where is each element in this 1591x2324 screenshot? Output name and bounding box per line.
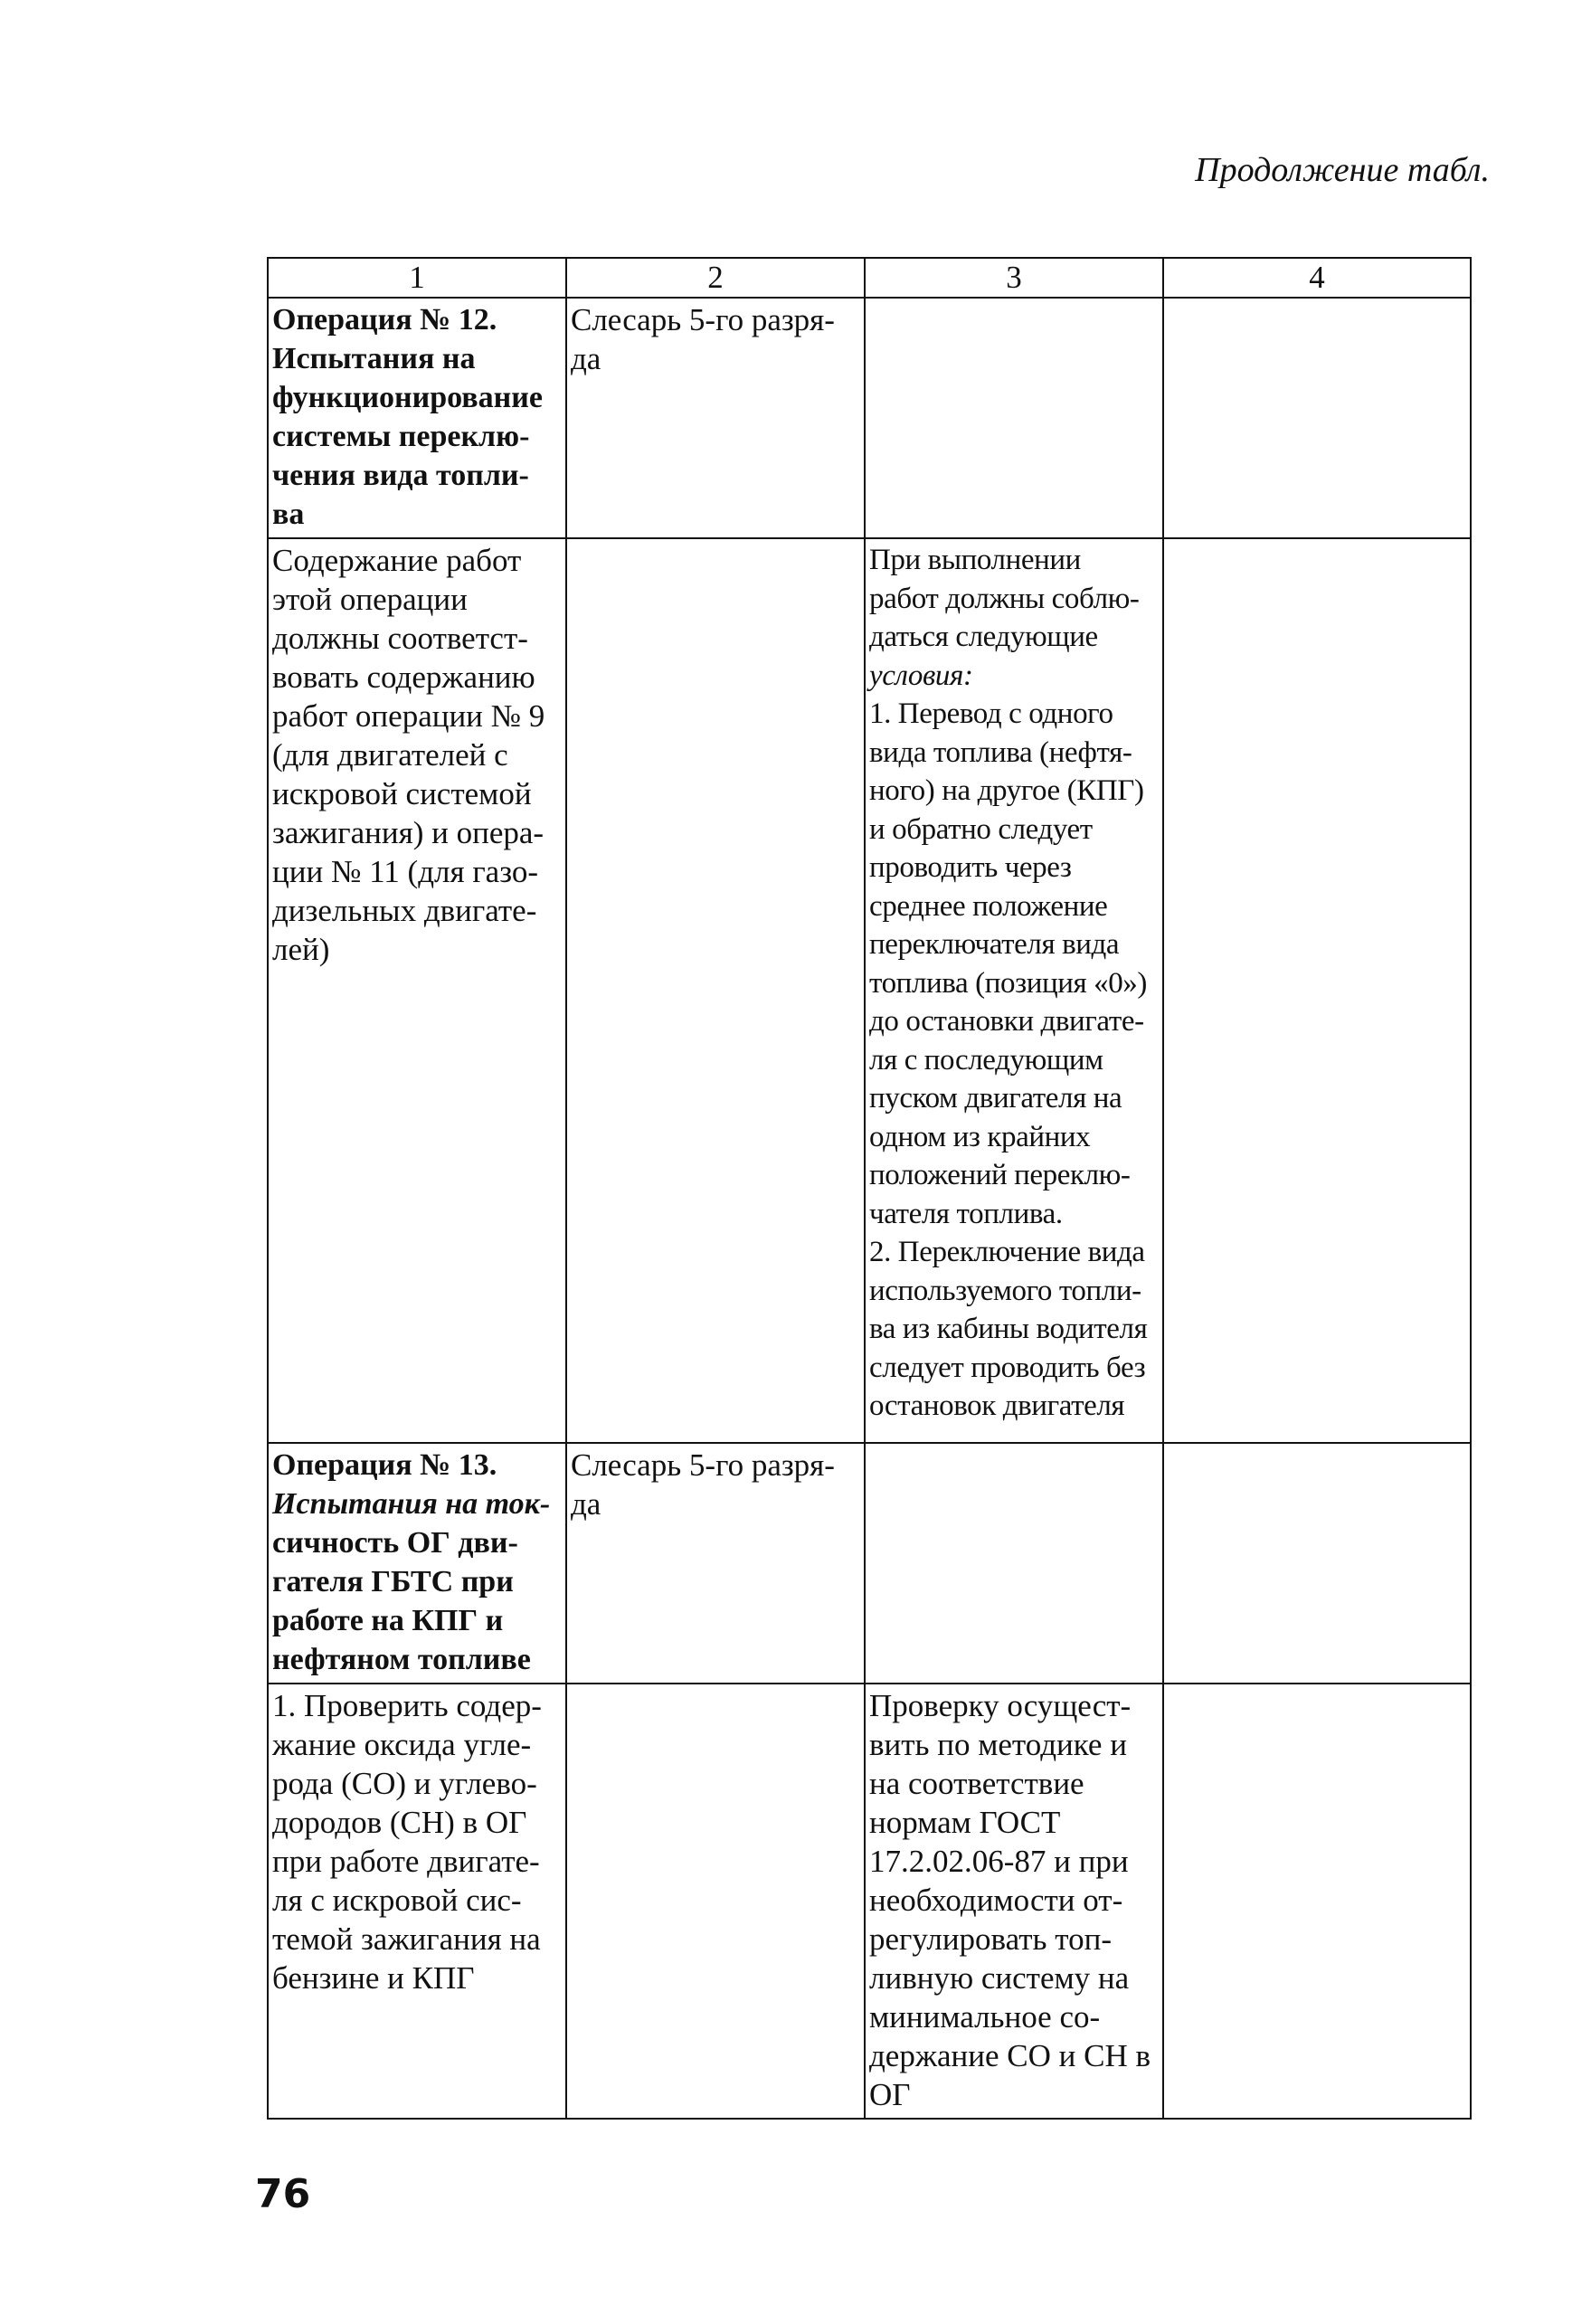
column-number-3: 3 <box>865 258 1163 298</box>
cell-line: функционирование <box>272 381 543 414</box>
cell-line: среднее положение <box>869 889 1108 923</box>
cell-line: Проверку осущест- <box>869 1688 1132 1723</box>
operation-13-step-1-notes <box>1163 1684 1471 2119</box>
cell-line: при работе двигате- <box>272 1844 540 1879</box>
cell-line: бензине и КПГ <box>272 1960 475 1996</box>
cell-line: 2. Переключение вида <box>869 1236 1145 1268</box>
operation-12-notes <box>1163 298 1471 538</box>
cell-line: вить по методике и <box>869 1727 1127 1762</box>
cell-line: нефтяном топливе <box>272 1643 531 1676</box>
cell-line: жание оксида угле- <box>272 1727 532 1762</box>
cell-line: даться следующие <box>869 621 1098 653</box>
cell-line: держание СО и СН в <box>869 2038 1151 2073</box>
cell-line: дизельных двигате- <box>272 893 537 928</box>
work-operations-table <box>267 257 1472 2120</box>
operation-13-performer <box>566 1443 865 1684</box>
cell-line: чения вида топли- <box>272 459 529 492</box>
operation-13-title <box>268 1443 566 1684</box>
operation-13-step-1 <box>268 1684 566 2119</box>
cell-line: необходимости от- <box>869 1883 1123 1918</box>
cell-line: 1. Проверить содер- <box>272 1688 542 1723</box>
cell-line: минимальное со- <box>869 1999 1101 2035</box>
cell-line: ля с искровой сис- <box>272 1883 522 1918</box>
cell-line: остановок двигателя <box>869 1390 1125 1422</box>
cell-line: этой операции <box>272 582 468 617</box>
table-row-operation-12 <box>268 298 1471 538</box>
cell-line: ции № 11 (для газо- <box>272 854 538 889</box>
cell-line: нормам ГОСТ <box>869 1805 1061 1840</box>
cell-line: вида топлива (нефтя- <box>869 735 1132 769</box>
cell-line: чателя топлива. <box>869 1197 1063 1230</box>
cell-line: зажигания) и опера- <box>272 815 545 850</box>
cell-line: ля с последующим <box>869 1043 1103 1077</box>
operation-13-notes <box>1163 1443 1471 1684</box>
cell-line: Испытания на ток- <box>272 1487 551 1521</box>
cell-line: дородов (СН) в ОГ <box>272 1805 527 1840</box>
cell-line: Содержание работ <box>272 543 522 578</box>
cell-line: ва <box>272 498 305 531</box>
cell-line: да <box>571 1486 601 1522</box>
cell-line: переключателя вида <box>869 928 1120 961</box>
cell-line: на соответствие <box>869 1766 1084 1801</box>
cell-line: гателя ГБТС при <box>272 1565 514 1598</box>
cell-line: работ операции № 9 <box>272 698 545 734</box>
cell-line: Слесарь 5-го разря- <box>571 302 835 337</box>
table-row-operation-12-content <box>268 538 1471 1443</box>
cell-line: темой зажигания на <box>272 1921 541 1957</box>
continuation-note: Продолжение табл. <box>1195 151 1490 189</box>
cell-line: ливную систему на <box>869 1960 1130 1996</box>
operation-12-conditions <box>865 298 1163 538</box>
cell-line: лей) <box>272 932 330 967</box>
cell-line: 1. Перевод с одного <box>869 697 1113 730</box>
operation-13-step-1-conditions <box>865 1684 1163 2119</box>
cell-line: условия: <box>869 659 973 692</box>
operation-12-title <box>268 298 566 538</box>
cell-line: вовать содержанию <box>272 659 535 695</box>
cell-line: Испытания на <box>272 342 476 375</box>
cell-line: и обратно следует <box>869 812 1093 846</box>
table-row-operation-13 <box>268 1443 1471 1684</box>
page-number: 76 <box>255 2171 311 2217</box>
cell-line: до остановки двигате- <box>869 1005 1144 1038</box>
cell-line: следует проводить без <box>869 1351 1146 1384</box>
cell-line: работе на КПГ и <box>272 1604 504 1637</box>
table-row-operation-13-step-1 <box>268 1684 1471 2119</box>
operation-13-conditions <box>865 1443 1163 1684</box>
cell-line: ного) на другое (КПГ) <box>869 774 1144 807</box>
cell-line: ОГ <box>869 2077 911 2112</box>
cell-line: сичность ОГ дви- <box>272 1526 518 1560</box>
operation-13-step-1-performer <box>566 1684 865 2119</box>
cell-line: 17.2.02.06-87 и при <box>869 1844 1129 1879</box>
cell-line: одном из крайних <box>869 1120 1091 1153</box>
cell-line: искровой системой <box>272 776 532 811</box>
cell-line: пуском двигателя на <box>869 1082 1122 1115</box>
cell-line: Операция № 13. <box>272 1448 497 1482</box>
column-number-2: 2 <box>566 258 865 298</box>
cell-line: рода (СО) и углево- <box>272 1766 537 1801</box>
operation-12-content-notes <box>1163 538 1471 1443</box>
cell-line: Операция № 12. <box>272 303 497 337</box>
column-number-row <box>268 258 1471 298</box>
cell-line: топлива (позиция «0») <box>869 966 1148 1000</box>
column-number-1: 1 <box>268 258 566 298</box>
cell-line: (для двигателей с <box>272 737 508 773</box>
cell-line: должны соответст- <box>272 621 528 656</box>
operation-12-content <box>268 538 566 1443</box>
cell-line: используемого топли- <box>869 1274 1141 1307</box>
column-number-4: 4 <box>1163 258 1471 298</box>
cell-line: положений переклю- <box>869 1159 1131 1191</box>
operation-12-content-conditions <box>865 538 1163 1443</box>
cell-line: регулировать топ- <box>869 1921 1112 1957</box>
cell-line: ва из кабины водителя <box>869 1313 1148 1345</box>
cell-line: да <box>571 341 601 376</box>
cell-line: работ должны соблю- <box>869 582 1140 615</box>
cell-line: проводить через <box>869 851 1072 884</box>
operation-12-performer <box>566 298 865 538</box>
operation-12-content-performer <box>566 538 865 1443</box>
cell-line: системы переклю- <box>272 420 530 453</box>
cell-line: Слесарь 5-го разря- <box>571 1447 835 1483</box>
cell-line: При выполнении <box>869 544 1081 576</box>
